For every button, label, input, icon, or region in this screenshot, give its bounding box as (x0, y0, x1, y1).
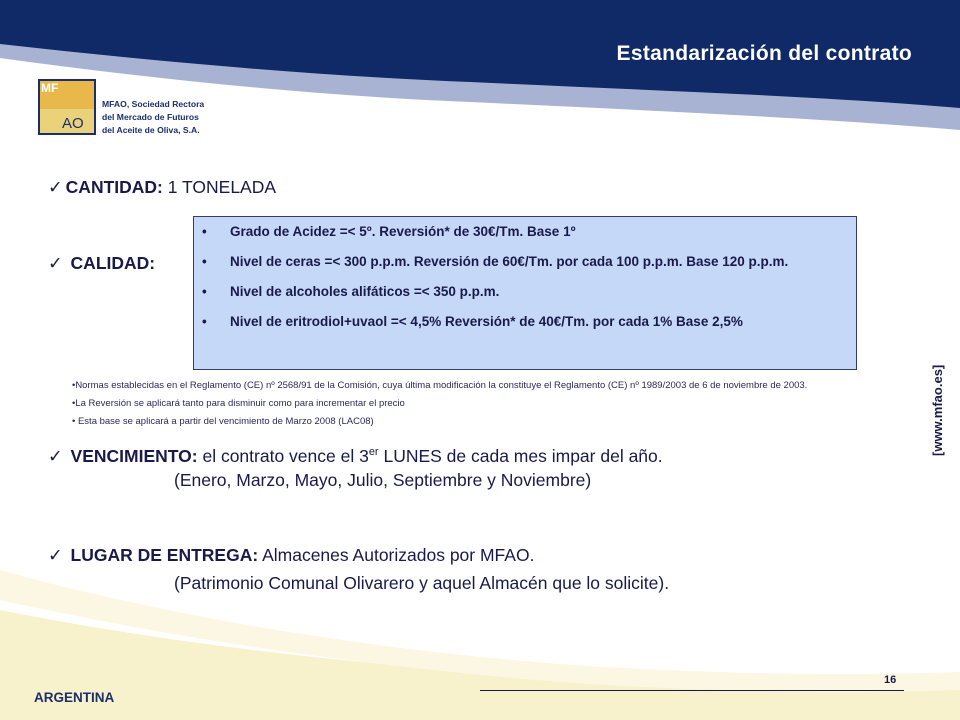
bullet-icon: • (202, 314, 207, 329)
section-lugar-entrega: ✓ LUGAR DE ENTREGA: Almacenes Autorizados por MFAO. (48, 545, 535, 565)
check-icon: ✓ (48, 177, 63, 197)
section-calidad (48, 253, 155, 274)
vencimiento-label: VENCIMIENTO: (70, 446, 198, 466)
check-icon: ✓ (48, 545, 63, 565)
vencimiento-detail: (Enero, Marzo, Mayo, Julio, Septiembre y Noviembre) (174, 470, 592, 490)
logo-line: del Mercado de Futuros (102, 112, 199, 122)
cantidad-label: CANTIDAD: (65, 177, 163, 197)
quality-specs-box (193, 216, 857, 370)
footer-country: ARGENTINA (34, 690, 115, 705)
quality-item: • Nivel de ceras =< 300 p.p.m. Reversión de 60€/Tm. por cada 100 p.p.m. Base 120 p.p.m. (202, 254, 789, 269)
logo-company-name (102, 98, 204, 137)
logo-mark-top: MF (41, 81, 59, 95)
footnotes (72, 380, 912, 434)
bullet-icon: • (202, 254, 207, 269)
lugar-detail: (Patrimonio Comunal Olivarero y aquel Almacén que lo solicite). (174, 573, 670, 593)
quality-item: • Grado de Acidez =< 5º. Reversión* de 30€/Tm. Base 1º (202, 224, 576, 239)
logo-line: del Aceite de Oliva, S.A. (102, 125, 200, 135)
bullet-icon: • (202, 224, 207, 239)
footnote: • Esta base se aplicará a partir del vencimiento de Marzo 2008 (LAC08) (72, 416, 374, 427)
section-vencimiento: ✓ VENCIMIENTO: el contrato vence el 3er LUNES de cada mes impar del año. (48, 446, 663, 466)
logo-line: MFAO, Sociedad Rectora (102, 99, 205, 109)
footnote: •Normas establecidas en el Reglamento (CE) nº 2568/91 de la Comisión, cuya última modificación la constituye el Reglamento (CE) nº 1989/2003 de 6 de noviembre de 2003. (72, 380, 808, 391)
check-icon: ✓ (48, 253, 63, 273)
page-title: Estandarización del contrato (616, 42, 912, 65)
logo-mark-bottom: AO (62, 115, 84, 132)
footnote: •La Reversión se aplicará tanto para disminuir como para incrementar el precio (72, 398, 405, 409)
quality-item: • Nivel de alcoholes alifáticos =< 350 p.p.m. (202, 284, 500, 299)
check-icon: ✓ (48, 446, 63, 466)
cantidad-value: 1 TONELADA (162, 177, 277, 197)
lugar-label: LUGAR DE ENTREGA: (70, 545, 259, 565)
calidad-label: CALIDAD: (70, 253, 156, 273)
footer-divider (480, 690, 904, 691)
bullet-icon: • (202, 284, 207, 299)
page-number: 16 (884, 674, 897, 686)
section-cantidad (48, 177, 276, 198)
quality-item: • Nivel de eritrodiol+uvaol =< 4,5% Reversión* de 40€/Tm. por cada 1% Base 2,5% (202, 314, 743, 329)
website-url-vertical: [www.mfao.es] (930, 364, 945, 456)
